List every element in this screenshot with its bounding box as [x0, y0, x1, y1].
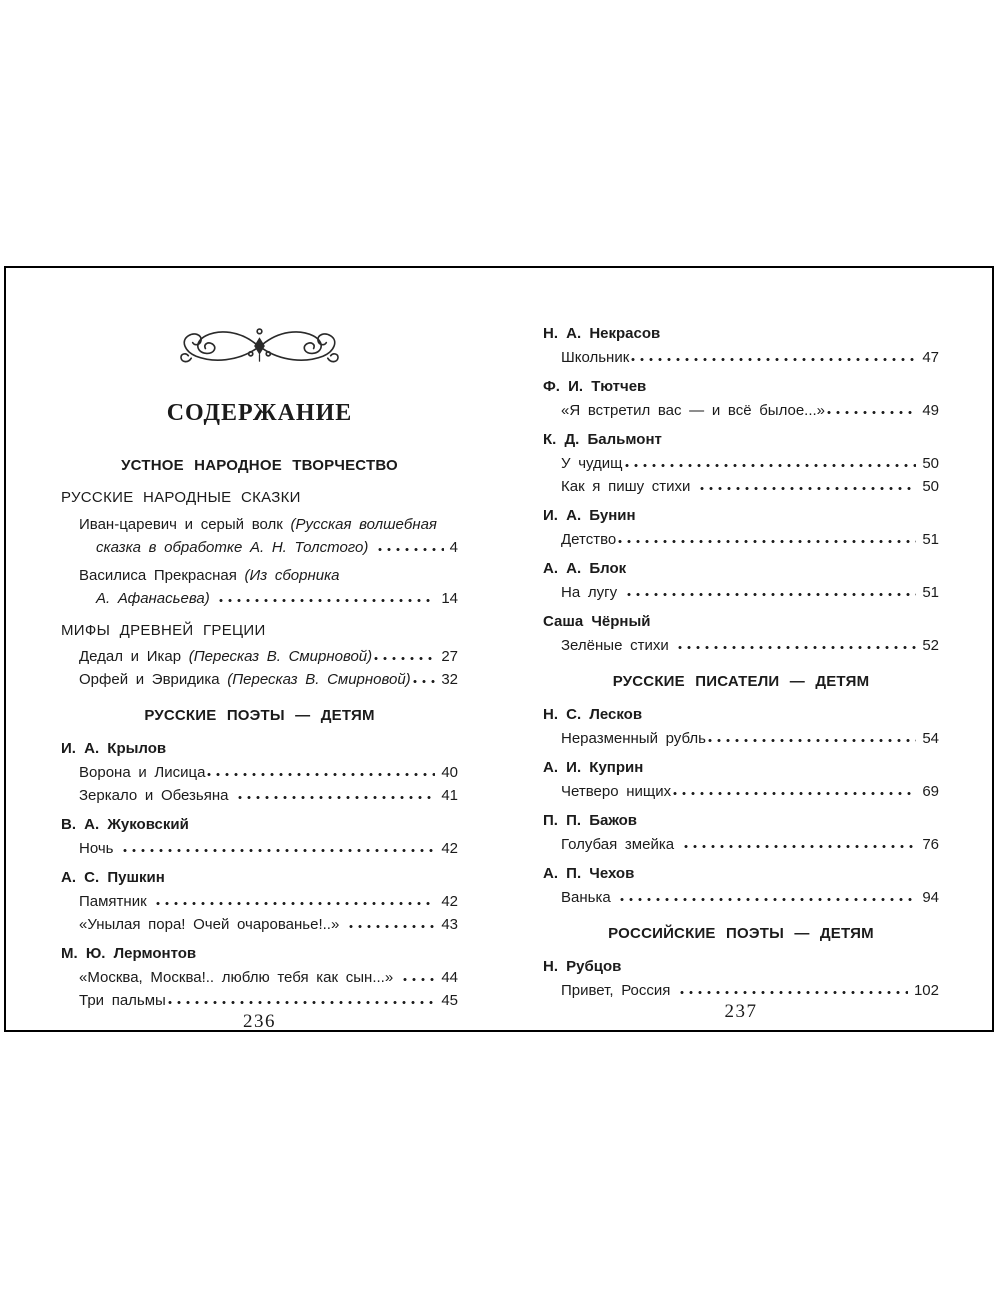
section-heading: РУССКИЕ ПОЭТЫ — ДЕТЯМ	[144, 707, 375, 724]
author-name: Ф. И. Тютчев	[543, 378, 647, 395]
author-name: Н. С. Лесков	[543, 706, 643, 723]
toc-entry-line	[61, 837, 458, 860]
entry-text: «Москва, Москва!.. люблю тебя как сын...»	[79, 969, 401, 986]
entry-title	[79, 837, 121, 860]
entry-title	[561, 528, 616, 551]
entry-title	[561, 399, 825, 422]
section-heading: РУССКИЕ ПИСАТЕЛИ — ДЕТЯМ	[612, 673, 870, 690]
entry-text: Как я пишу стихи	[561, 478, 699, 495]
entry-text: Памятник	[79, 893, 155, 910]
toc-entry	[543, 833, 939, 856]
entry-title	[79, 784, 236, 807]
entry-text: «Унылая пора! Очей очарованье!..»	[79, 916, 347, 933]
right-page	[543, 323, 939, 1022]
entry-page-number: 27	[441, 648, 458, 665]
entry-note: (Русская волшебная	[290, 516, 437, 533]
entry-title	[79, 668, 411, 691]
toc-entry-line	[543, 475, 939, 498]
toc-entry	[61, 513, 458, 559]
entry-note: (Пересказ В. Смирновой)	[188, 648, 373, 665]
entry-title	[561, 886, 618, 909]
entry-title	[96, 536, 376, 559]
toc-entry	[543, 399, 939, 422]
entry-page-number: 4	[449, 539, 458, 556]
entry-page-number: 49	[922, 402, 939, 419]
entry-page-number: 94	[922, 889, 939, 906]
entry-note: А. Афанасьева)	[96, 590, 210, 607]
author-name: Саша Чёрный	[543, 613, 651, 630]
section-heading: РОССИЙСКИЕ ПОЭТЫ — ДЕТЯМ	[608, 925, 874, 942]
toc-entry	[61, 645, 458, 668]
dot-leader	[123, 841, 435, 853]
toc-entry	[543, 979, 939, 1002]
dot-leader	[238, 788, 435, 800]
entry-title	[561, 581, 625, 604]
entry-title	[561, 833, 682, 856]
entry-note: сказка в обработке А. Н. Толстого)	[96, 539, 369, 556]
author-name: М. Ю. Лермонтов	[61, 945, 197, 962]
entry-text: Василиса Прекрасная	[79, 567, 245, 584]
entry-page-number: 43	[441, 916, 458, 933]
book-spread	[6, 268, 992, 1030]
entry-text	[210, 590, 218, 607]
flourish-ornament	[162, 323, 357, 370]
entry-title	[561, 727, 706, 750]
dot-leader	[627, 585, 917, 597]
entry-text: У чудищ	[561, 455, 623, 472]
page-border-frame	[4, 266, 994, 1032]
entry-title	[561, 346, 629, 369]
entry-page-number: 42	[441, 893, 458, 910]
toc-entry-line	[543, 979, 939, 1002]
entry-title	[561, 452, 623, 475]
dot-leader	[349, 917, 435, 929]
dot-leader	[207, 765, 435, 777]
entry-text: Школьник	[561, 349, 630, 366]
entry-page-number: 102	[913, 982, 939, 999]
left-page-number: 236	[243, 1011, 276, 1032]
entry-page-number: 42	[441, 840, 458, 857]
entry-text: Ванька	[561, 889, 619, 906]
entry-text	[368, 539, 376, 556]
dot-leader	[168, 993, 435, 1005]
entry-page-number: 44	[441, 969, 458, 986]
dot-leader	[684, 837, 917, 849]
toc-entry	[543, 727, 939, 750]
entry-text: На лугу	[561, 584, 625, 601]
dot-leader	[680, 983, 908, 995]
toc-entry-line	[61, 536, 458, 559]
entry-page-number: 69	[922, 783, 939, 800]
dot-leader	[403, 970, 435, 982]
dot-leader	[378, 540, 444, 552]
right-column-content	[543, 323, 939, 1002]
entry-page-number: 47	[922, 349, 939, 366]
toc-entry-line	[543, 452, 939, 475]
entry-text: Орфей и Эвридика	[79, 671, 228, 688]
entry-page-number: 32	[441, 671, 458, 688]
dot-leader	[625, 456, 917, 468]
toc-entry	[543, 634, 939, 657]
toc-entry-line	[61, 645, 458, 668]
entry-title	[79, 564, 340, 587]
toc-entry-line	[543, 346, 939, 369]
entry-text: Детство	[561, 531, 617, 548]
toc-entry	[61, 784, 458, 807]
toc-entry-line	[61, 761, 458, 784]
toc-entry	[61, 913, 458, 936]
toc-entry-line	[61, 913, 458, 936]
dot-leader	[413, 672, 436, 684]
dot-leader	[631, 350, 916, 362]
entry-text: Привет, Россия	[561, 982, 679, 999]
toc-entry	[543, 886, 939, 909]
entry-title	[79, 966, 401, 989]
toc-entry	[543, 780, 939, 803]
entry-title	[96, 587, 217, 610]
toc-entry-line	[543, 581, 939, 604]
entry-note: (Из сборника	[244, 567, 340, 584]
toc-entry-line	[61, 513, 458, 536]
toc-entry-line	[61, 966, 458, 989]
toc-entry-line	[61, 989, 458, 1012]
author-name: П. П. Бажов	[543, 812, 638, 829]
left-column-content	[61, 441, 458, 1012]
entry-page-number: 50	[922, 455, 939, 472]
toc-entry-line	[61, 564, 458, 587]
entry-page-number: 40	[441, 764, 458, 781]
toc-entry	[61, 668, 458, 691]
author-name: В. А. Жуковский	[61, 816, 189, 833]
toc-entry-line	[61, 890, 458, 913]
entry-title	[79, 989, 166, 1012]
author-name: А. А. Блок	[543, 560, 627, 577]
entry-title	[561, 780, 671, 803]
entry-page-number: 54	[922, 730, 939, 747]
ornament-wrap	[61, 323, 458, 375]
entry-page-number: 51	[922, 531, 939, 548]
entry-text: «Я встретил вас — и всё былое...»	[561, 402, 826, 419]
toc-entry	[543, 528, 939, 551]
entry-title	[79, 513, 437, 536]
toc-entry	[543, 475, 939, 498]
entry-page-number: 52	[922, 637, 939, 654]
toc-entry	[61, 837, 458, 860]
dot-leader	[219, 591, 435, 603]
toc-entry-line	[543, 528, 939, 551]
entry-page-number: 50	[922, 478, 939, 495]
entry-title	[79, 645, 372, 668]
toc-entry	[61, 761, 458, 784]
toc-entry-line	[543, 727, 939, 750]
entry-text: Дедал и Икар	[79, 648, 189, 665]
entry-page-number: 14	[441, 590, 458, 607]
toc-entry	[543, 452, 939, 475]
section-heading: УСТНОЕ НАРОДНОЕ ТВОРЧЕСТВО	[121, 457, 398, 474]
entry-text: Ворона и Лисица	[79, 764, 206, 781]
entry-text: Зелёные стихи	[561, 637, 677, 654]
entry-page-number: 51	[922, 584, 939, 601]
entry-title	[561, 979, 678, 1002]
entry-page-number: 76	[922, 836, 939, 853]
entry-text: Четверо нищих	[561, 783, 672, 800]
dot-leader	[827, 403, 916, 415]
dot-leader	[678, 638, 916, 650]
entry-note: (Пересказ В. Смирновой)	[227, 671, 411, 688]
author-name: А. С. Пушкин	[61, 869, 165, 886]
toc-entry-line	[543, 833, 939, 856]
toc-entry-line	[61, 668, 458, 691]
left-page	[61, 323, 458, 1032]
toc-entry-line	[543, 780, 939, 803]
entry-text: Иван-царевич и серый волк	[79, 516, 291, 533]
entry-title	[561, 475, 698, 498]
entry-title	[79, 890, 154, 913]
toc-entry	[61, 564, 458, 610]
author-name: И. А. Бунин	[543, 507, 636, 524]
dot-leader	[620, 890, 916, 902]
author-name: А. И. Куприн	[543, 759, 644, 776]
entry-text: Голубая змейка	[561, 836, 682, 853]
toc-entry-line	[543, 634, 939, 657]
dot-leader	[618, 532, 916, 544]
entry-text: Ночь	[79, 840, 122, 857]
toc-entry	[543, 581, 939, 604]
entry-page-number: 41	[441, 787, 458, 804]
toc-entry-line	[543, 886, 939, 909]
entry-title	[79, 913, 347, 936]
author-name: А. П. Чехов	[543, 865, 635, 882]
toc-entry-line	[61, 587, 458, 610]
entry-title	[561, 634, 676, 657]
author-name: К. Д. Бальмонт	[543, 431, 662, 448]
entry-title	[79, 761, 205, 784]
subsection-heading: МИФЫ ДРЕВНЕЙ ГРЕЦИИ	[61, 622, 266, 639]
dot-leader	[156, 894, 435, 906]
right-page-number: 237	[724, 1001, 758, 1022]
author-name: Н. А. Некрасов	[543, 325, 661, 342]
author-name: Н. Рубцов	[543, 958, 622, 975]
dot-leader	[708, 731, 916, 743]
toc-entry-line	[61, 784, 458, 807]
entry-text: Три пальмы	[79, 992, 166, 1009]
toc-entry	[61, 989, 458, 1012]
toc-entry	[543, 346, 939, 369]
page-title: СОДЕРЖАНИЕ	[166, 400, 353, 426]
dot-leader	[700, 479, 916, 491]
dot-leader	[374, 649, 435, 661]
toc-entry	[61, 890, 458, 913]
entry-text: Неразменный рубль	[561, 730, 706, 747]
entry-text: Зеркало и Обезьяна	[79, 787, 237, 804]
dot-leader	[673, 784, 916, 796]
subsection-heading: РУССКИЕ НАРОДНЫЕ СКАЗКИ	[61, 489, 301, 506]
author-name: И. А. Крылов	[61, 740, 167, 757]
entry-page-number: 45	[441, 992, 458, 1009]
toc-entry-line	[543, 399, 939, 422]
toc-entry	[61, 966, 458, 989]
